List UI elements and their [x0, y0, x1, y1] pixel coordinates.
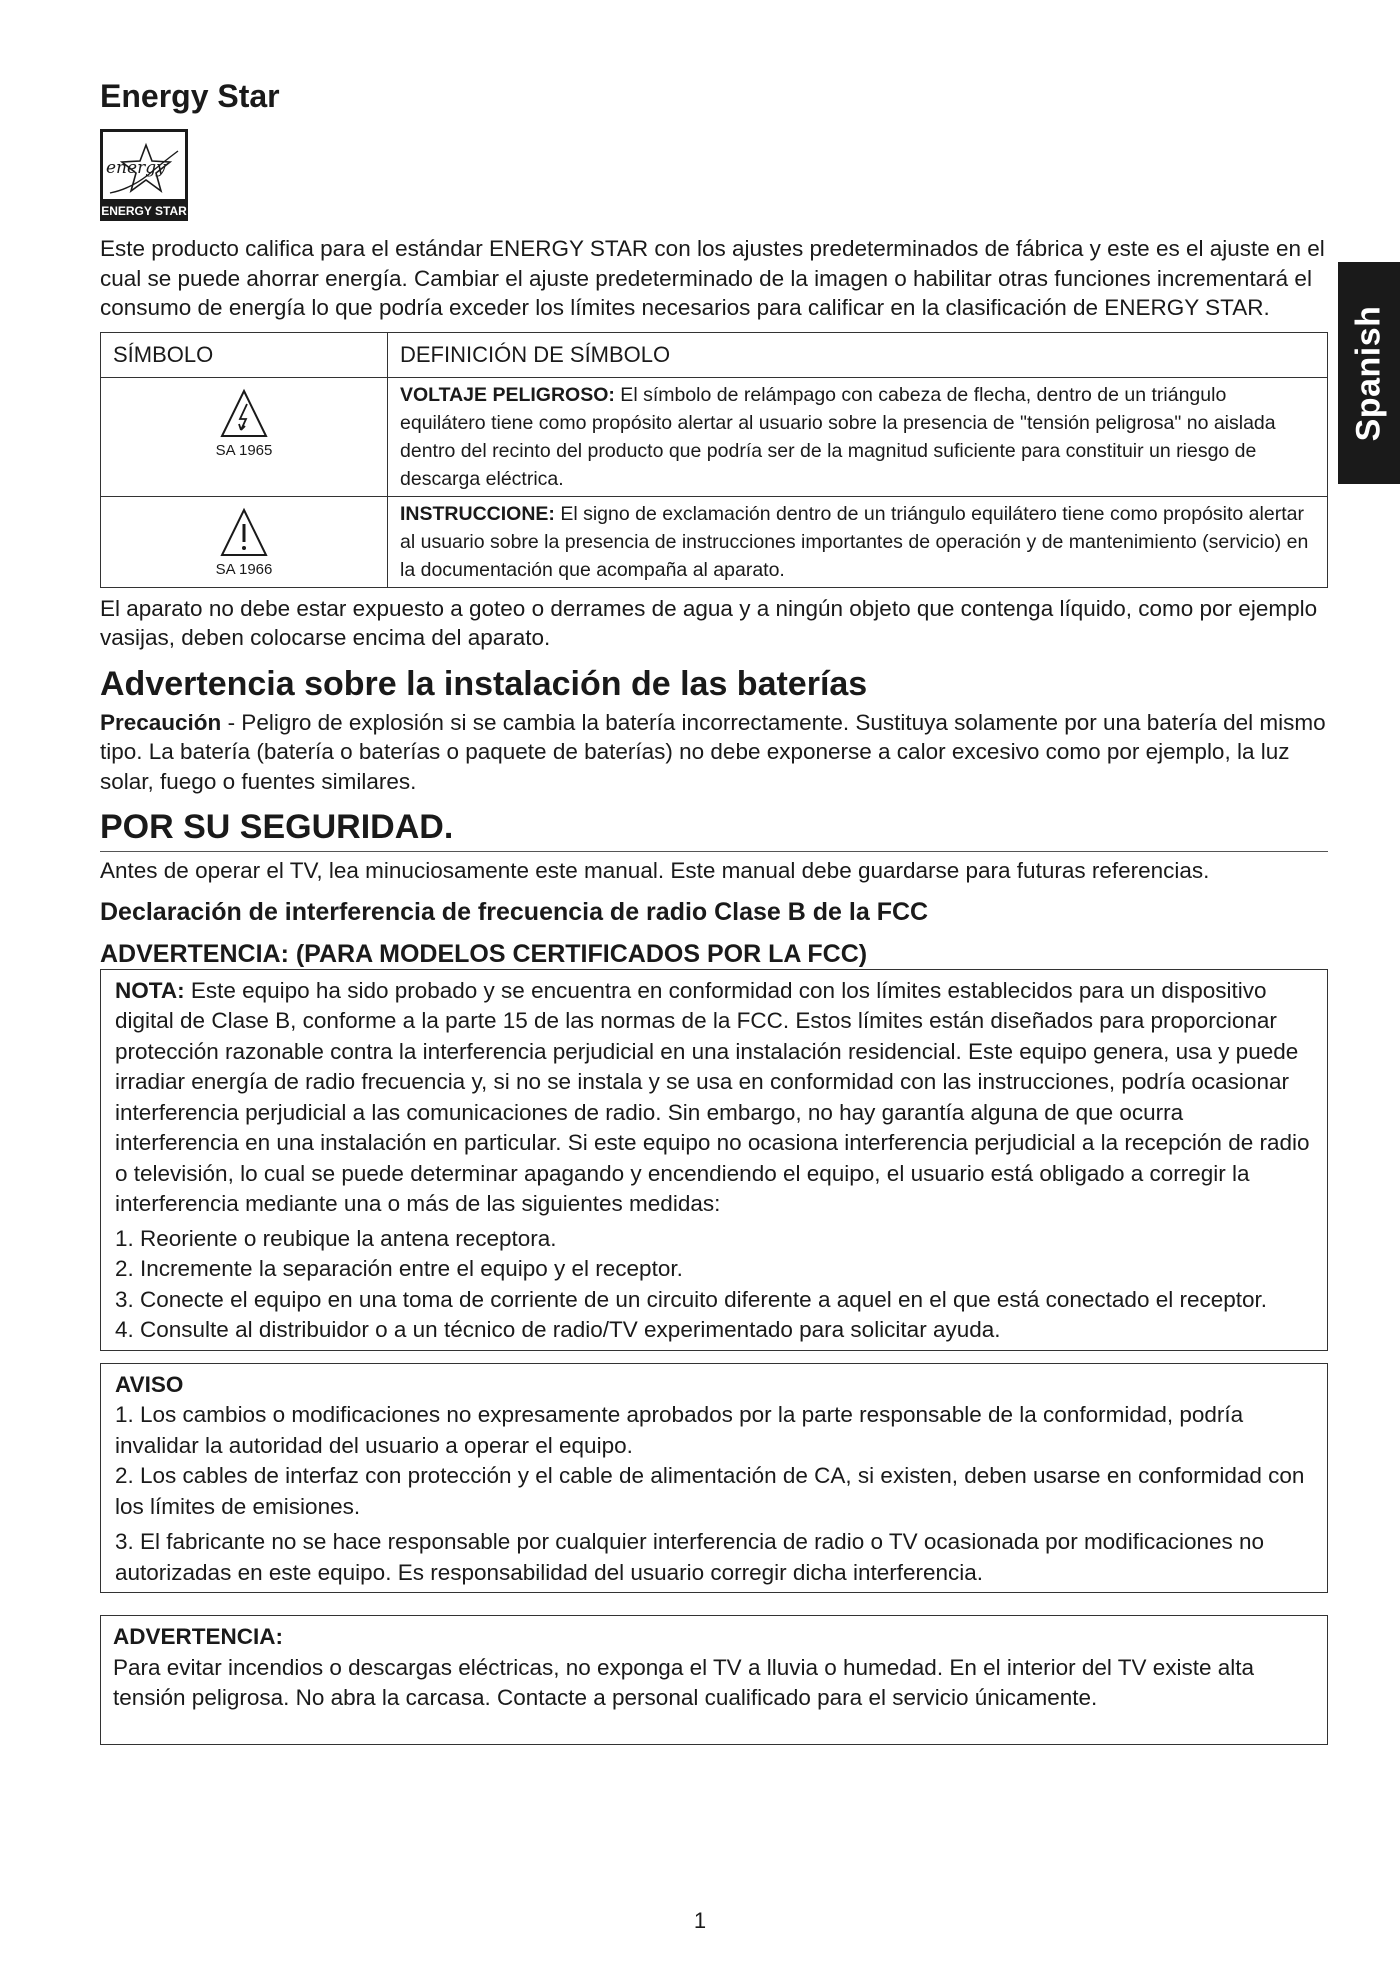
list-item: 2. Incremente la separación entre el equipo y el receptor. [115, 1256, 683, 1281]
symbol-column-header: SÍMBOLO [101, 332, 388, 377]
aviso-box [100, 1363, 1328, 1594]
fcc-declaration-heading: Declaración de interferencia de frecuencia de radio Clase B de la FCC [100, 897, 929, 926]
language-side-tab [1338, 262, 1400, 484]
symbol-cell [101, 496, 388, 587]
warning-label: ADVERTENCIA: [113, 1624, 284, 1649]
fcc-note-body: Este equipo ha sido probado y se encuentra en conformidad con los límites establecidos para un dispositivo digital de Clase B, conforme a la parte 15 de las normas de la FCC. Estos límites están diseñados para proporcionar protección razonable contra la interferencia perjudicial en una instalación residencial. Este equipo genera, usa y puede irradiar energía de radio frecuencia y, si no se instala y se usa en conformidad con las instrucciones, podría ocasionar interferencia perjudicial a las comunicaciones de radio. Sin embargo, no hay garantía alguna de que ocurra interferencia en una instalación en particular. Si este equipo no ocasiona interferencia perjudicial a la recepción de radio o televisión, lo cual se puede determinar apagando y encendiendo el equipo, el usuario está obligado a corregir la interferencia mediante una o más de las siguientes medidas: [115, 977, 1310, 1216]
warning-text: Para evitar incendios o descargas eléctricas, no exponga el TV a lluvia o humedad. En el interior del TV existe alta tensión peligrosa. No abra la carcasa. Contacte a personal cualificado para el servicio únicamente. [113, 1654, 1255, 1710]
aviso-label: AVISO [115, 1371, 184, 1397]
warning-box [100, 1615, 1328, 1745]
definition-column-header: DEFINICIÓN DE SÍMBOLO [388, 332, 1328, 377]
energy-logo-band: ENERGY STAR [101, 204, 187, 218]
definition-term: INSTRUCCIONE: [400, 502, 555, 525]
list-item: 4. Consulte al distribuidor o a un técnico de radio/TV experimentado para solicitar ayuda. [115, 1317, 1001, 1342]
battery-warning-text [100, 708, 1328, 797]
battery-caution-label: Precaución [100, 709, 222, 735]
battery-caution-text: - Peligro de explosión si se cambia la batería incorrectamente. Sustituya solamente por una batería del mismo tipo. La batería (batería o baterías o paquete de baterías) no debe exponerse a calor excesivo como por ejemplo, la luz solar, fuego o fuentes similares. [100, 709, 1326, 794]
safety-intro: Antes de operar el TV, lea minuciosamente este manual. Este manual debe guardarse para futuras referencias. [100, 858, 1210, 883]
list-item: 3. El fabricante no se hace responsable por cualquier interferencia de radio o TV ocasionada por modificaciones no autorizadas en este equipo. Es responsabilidad del usuario corregir dicha interferencia. [115, 1529, 1265, 1585]
safety-heading: POR SU SEGURIDAD. [100, 808, 1328, 852]
definition-cell [388, 496, 1328, 587]
symbol-code: SA 1966 [215, 560, 273, 578]
symbol-table [100, 332, 1328, 588]
list-item: 1. Reoriente o reubique la antena receptora. [115, 1225, 557, 1251]
definition-term: VOLTAJE PELIGROSO: [400, 383, 615, 406]
exclamation-triangle-icon [220, 507, 268, 559]
energy-star-logo [100, 129, 188, 221]
energy-star-heading: Energy Star [100, 78, 280, 114]
list-item: 3. Conecte el equipo en una toma de corriente de un circuito diferente a aquel en el que está conectado el receptor. [115, 1286, 1268, 1312]
definition-text: El símbolo de relámpago con cabeza de flecha, dentro de un triángulo equilátero tiene como propósito alertar al usuario sobre la presencia de "tensión peligrosa" no aislada dentro del recinto del producto que podría ser de la magnitud suficiente para constituir un riesgo de descarga eléctrica. [400, 383, 1276, 490]
lightning-triangle-icon [220, 388, 268, 440]
definition-cell [388, 377, 1328, 496]
energy-logo-script: energy [106, 158, 166, 178]
symbol-cell [101, 377, 388, 496]
symbol-table-header [101, 332, 1328, 377]
list-item: 2. Los cables de interfaz con protección y el cable de alimentación de CA, si existen, deben usarse en conformidad con los límites de emisiones. [115, 1463, 1305, 1519]
page-number: 1 [693, 1908, 707, 1933]
table-row [101, 496, 1328, 587]
table-row [101, 377, 1328, 496]
energy-star-description: Este producto califica para el estándar ENERGY STAR con los ajustes predeterminados de fábrica y este es el ajuste en el cual se puede ahorrar energía. Cambiar el ajuste predeterminado de la imagen o habilitar otras funciones incrementará el consumo de energía lo que podría exceder los límites necesarios para calificar en la clasificación de ENERGY STAR. [100, 236, 1325, 320]
fcc-warning-heading: ADVERTENCIA: (PARA MODELOS CERTIFICADOS POR LA FCC) [100, 939, 868, 968]
definition-text: El signo de exclamación dentro de un triángulo equilátero tiene como propósito alertar al usuario sobre la presencia de instrucciones importantes de operación y de mantenimiento (servicio) en la documentación que acompaña al aparato. [400, 502, 1309, 581]
manual-page [100, 78, 1328, 1745]
language-tab-label: Spanish [1349, 305, 1388, 441]
fcc-note-box [100, 969, 1328, 1351]
battery-warning-heading: Advertencia sobre la instalación de las baterías [100, 664, 868, 703]
fcc-note-text [115, 976, 1313, 1220]
list-item: 1. Los cambios o modificaciones no expresamente aprobados por la parte responsable de la conformidad, podría invalidar la autoridad del usuario a operar el equipo. [115, 1402, 1244, 1458]
symbol-code: SA 1965 [215, 441, 273, 459]
water-exposure-note: El aparato no debe estar expuesto a goteo o derrames de agua y a ningún objeto que contenga líquido, como por ejemplo vasijas, deben colocarse encima del aparato. [100, 595, 1318, 650]
fcc-note-label: NOTA: [115, 977, 185, 1003]
